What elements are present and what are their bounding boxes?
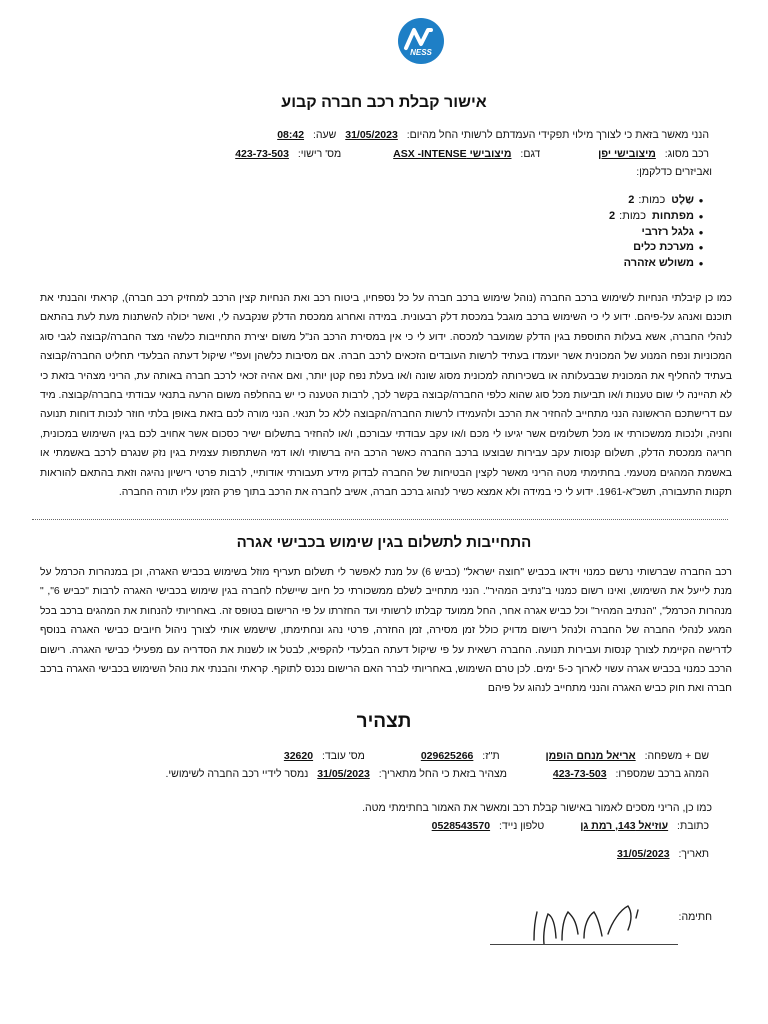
plate-label: מס' רישוי: (297, 148, 342, 160)
from-date: 31/05/2023 (317, 768, 370, 780)
vehicle-line (232, 148, 712, 160)
item-name: שַלָט (671, 194, 694, 206)
signature-label: חתימה: (678, 911, 712, 923)
id-label: ת"ז: (482, 750, 500, 762)
intro-time: 08:42 (277, 129, 305, 141)
ness-logo (397, 17, 445, 65)
declarant-line (281, 750, 712, 762)
list-item (609, 225, 708, 241)
intro-date: 31/05/2023 (345, 129, 398, 141)
bullet-icon: ● (698, 243, 704, 253)
item-name: מפתחות (652, 209, 694, 222)
name-label: שם + משפחה: (644, 750, 709, 762)
phone-value: 0528543570 (431, 820, 491, 832)
list-item (609, 256, 708, 272)
list-item (609, 193, 708, 209)
contact-line (429, 820, 712, 832)
sign-date-line (614, 848, 712, 860)
sign-date-value: 31/05/2023 (617, 848, 670, 860)
emp-label: מס' עובד: (322, 750, 365, 762)
logo-text: NESS (410, 48, 432, 57)
driver-plate-value: 423-73-503 (552, 768, 607, 780)
signature-line (490, 944, 678, 945)
address-value: עוזיאל 143, רמת גן (580, 820, 669, 832)
bullet-icon: ● (698, 259, 704, 269)
driver-line (163, 768, 712, 780)
handed-text: נמסר לידיי רכב החברה לשימושי. (165, 768, 309, 780)
emp-value: 32620 (283, 750, 314, 762)
intro-text: הנני מאשר בזאת כי לצורך מילוי תפקידי העמדתם לרשותי החל מהיום: (406, 129, 709, 141)
declaration-title: תצהיר (356, 711, 412, 732)
name-value: אריאל מנחם הופמן (545, 750, 636, 762)
terms-paragraph: כמו כן קיבלתי הנחיות לשימוש ברכב החברה (נוהל שימוש ברכב חברה על כל נספחיו, ביטוח רכב ואת הנחיות קצין הרכב למחזיק רכב חברה), קראתי והבנתי את תוכנם ואנהג על-פיהם. ידוע לי כי השימוש ברכב מוגבל במכסת דלק רבעונית. במידה ואחרוג ממכסת הדלק שנקבעה לי, ואשר יכולה להשתנות מעת לעת בהתאם לנהלי החברה, אשא בעלות התוספת בגין הדלק שמועבר למכסה. ידוע לי כי אין במסירת הרכב הנ"ל משום יצירת התחייבות כלשהי מצד החברה/קבוצה לגבי סוג המכוניות ונפח המנוע של המכונית אשר יועמדו בעתיד לרשות העובדים הזכאים לרכב חברה. אם מסיבות כלשהן ועפ"י שיקול דעתה הבלעדי תחליט החברה/קבוצה בעתיד להחליף את המכונית שבבעלותה או בשכירותה למכונית מסוג שונה ו/או בעלת נפח קטן יותר, ואם אהיה זכאי לרכב חברה באותה עת, הריני מצהיר בזאת כי לא תהיינה לי שום טענות ו/או תביעות מכל סוג שהוא כלפי החברה/קבוצה בקשר לכך, לרבות הטענה כי יש בהחלפה משום הרעה בתנאי עבודתי בחברה/קבוצה. מיד עם דרישתכם הראשונה הנני מתחייב להחזיר את הרכב ולהעמידו לרשות החברה/הקבוצה ללא כל תנאי. הנני מורה לכם בזאת באופן בלתי חוזר לנכות דוחות תנועה וחניה, ולנכות ממשכורתי או מכל תשלומים אשר יגיעו לי מכם ו/או עקב עבודתי עבורכם, ו/או להחזיר בתשלום ישיר כסכום אשר אחויב לכם בגין השימוש במכונית, חריגה ממכסת הדלק, תשלום קנסות עקב עבירות שבוצעו ברכב החברה כאשר הרכב היה ברשותי ו/או דמי השתתפות עצמית בגין נזק שנגרם לרכב באשמתי או באשמת המהגים מטעמי. בחתימתי מטה הריני מאשר לקצין הבטיחות של החברה לבדוק מידע תעבורתי אודותיי, לרבות פרטי רישיון נהיגה וזאת בהתאם להוראות תקנות התעבורה, תשכ"א-1961. ידוע לי כי במידה ולא אמצא כשיר לנהוג ברכב חברה, אשיב לחברה את הרכב בתוך פרק הזמן עליו תורה החברה. (40, 293, 732, 499)
toll-section-title: התחייבות לתשלום בגין שימוש בכבישי אגרה (236, 534, 532, 551)
model-value: מיצובישי ASX -INTENSE (393, 148, 512, 160)
list-item (609, 209, 708, 225)
driver-plate-label: המהג ברכב שמספרו: (615, 768, 709, 780)
item-qty: 2 (628, 194, 635, 206)
agree-line: כמו כן, הריני מסכים לאמור באישור קבלת רכב ומאשר את האמור בחתימתי מטה. (362, 802, 712, 814)
make-label: רכב מסוג: (664, 148, 709, 160)
handwritten-signature (528, 900, 646, 948)
section-divider (32, 519, 728, 520)
accessories-list (609, 193, 708, 272)
model-label: דגם: (520, 148, 541, 160)
id-value: 029625266 (420, 750, 474, 762)
page-title: אישור קבלת רכב חברה קבוע (281, 94, 487, 111)
bullet-icon: ● (698, 196, 704, 205)
plate-value: 423-73-503 (235, 148, 289, 160)
item-name: משולש אזהרה (623, 257, 694, 270)
phone-label: טלפון נייד: (499, 820, 545, 832)
date-text: מצהיר בזאת כי החל מתאריך: (378, 768, 507, 780)
bullet-icon: ● (698, 227, 704, 237)
sign-date-label: תאריך: (678, 848, 709, 860)
address-label: כתובת: (677, 820, 709, 832)
list-item (609, 240, 708, 256)
accessories-intro: ואביזרים כדלקמן: (636, 166, 712, 178)
time-label: שעה: (312, 129, 337, 141)
item-qty-label: כמות: (619, 209, 647, 222)
intro-line (274, 129, 712, 141)
item-name: גלגל רזרבי (641, 225, 694, 238)
item-qty: 2 (609, 209, 616, 222)
toll-paragraph: רכב החברה שברשותי נרשם כמנוי וידאו בכביש "חוצה ישראל" (כביש 6) על מנת לאפשר לי תשלום תעריף מוזל בשימוש בכביש האגרה, וכן במנהרות הכרמל על מנת לייעל את השימוש, ואינו רשום כמנוי ב"נתיב המהיר". הנני מתחייב לשלם ממשכורתי כל חיוב שיישלח לחברה בגין שימוש בכבישי האגרה לרבות "כביש 6", " מנהרות הכרמל", "הנתיב המהיר" וכל כביש אגרה אחר, החל ממועד קבלתו לרשותי ועד החזרתו על פי הרישום בטופס זה. באחריותי להנחות את המהגים ברכב בכל המגע לנהלי החברה של החברה ולנהל רישום מדויק כולל זמן מסירה, זמן החזרה, פרטי נהג ונחתימתו, שישמש אותי לצורך ניהול חיובים כבישי האגרה בנוסף לדרישה הקיימת לצורך קנסות ועבירות תנועה. החברה רשאית על פי שיקול דעתה הבלעדי להקפיא, לבטל או לשנות את הסדריה עם מפעילי כבישי האגרה. רישום הרכב כמנוי בכביש אגרה עשוי לארוך כ-5 ימים. לכן טרם השימוש, באחריותי לברר האם הרישום נכנס לתוקף. קראתי והבנתי את נוהל השימוש בכבישי האגרה ברכב חברה ואת חוק כביש האגרה והנני מתחייב לנהוג על פיהם (40, 567, 732, 695)
item-qty-label: כמות: (638, 194, 666, 206)
item-name: מערכת כלים (633, 241, 694, 254)
bullet-icon: ● (698, 211, 704, 221)
make-value: מיצובישי יפן (598, 148, 656, 160)
